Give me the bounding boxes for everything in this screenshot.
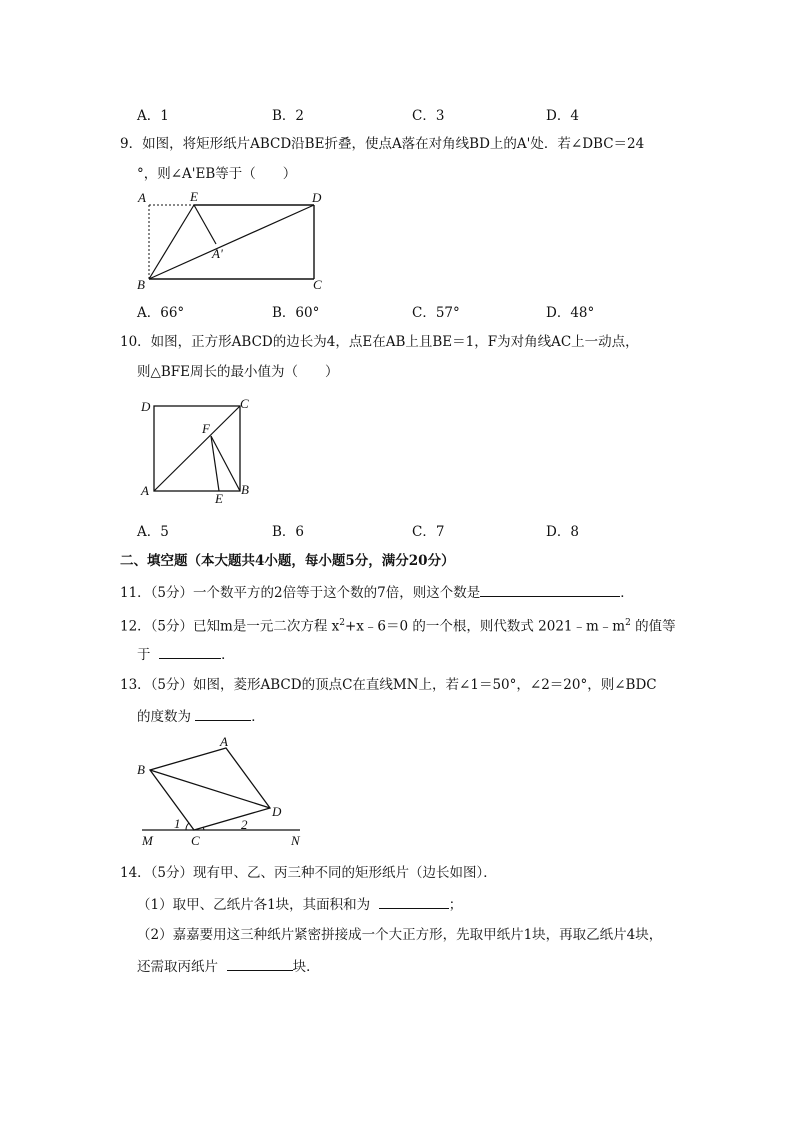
q14-stem-line1: 14．（5分）现有甲、乙、丙三种不同的矩形纸片（边长如图）． <box>120 865 497 881</box>
q10-option-d <box>546 520 579 540</box>
section-heading-fill-in: 二、填空题（本大题共4小题，每小题5分，满分20分） <box>120 553 455 569</box>
label-D: D <box>141 399 151 414</box>
q8-option-c <box>412 104 444 124</box>
option-letter: B． <box>272 524 296 540</box>
option-letter: A． <box>137 108 161 124</box>
option-letter: D． <box>546 108 571 124</box>
angle-1-arc <box>186 823 189 830</box>
q9-option-c <box>412 301 460 321</box>
option-text: 6 <box>295 524 305 540</box>
q11-end-mark: ． <box>620 585 634 601</box>
segment-EA-prime <box>194 205 216 244</box>
q13-end-mark: ． <box>251 709 265 725</box>
option-text: 7 <box>435 524 445 540</box>
option-text: 8 <box>570 524 579 540</box>
q8-option-b <box>272 104 304 124</box>
q8-option-a <box>137 104 169 124</box>
option-letter: C． <box>412 108 436 124</box>
q10-figure-square <box>136 394 256 506</box>
q9-option-a <box>137 301 184 321</box>
label-E: E <box>215 491 223 506</box>
option-text: 3 <box>435 108 445 124</box>
label-N: N <box>291 833 300 848</box>
q14-part2-line2 <box>137 956 320 977</box>
q12-text-mid: +x﹣6＝0 的一个根，则代数式 2021﹣m﹣m <box>344 618 626 635</box>
label-angle-2: 2 <box>241 817 248 832</box>
label-A: A <box>138 190 146 205</box>
q12-exponent-1: 2 <box>339 618 345 628</box>
q14-part2-text: 还需取丙纸片 <box>137 959 218 975</box>
q12-end-mark: ． <box>221 647 235 663</box>
q13-stem-line2 <box>137 706 265 727</box>
q12-text-post: 的值等 <box>630 618 676 635</box>
option-letter: A． <box>137 524 161 540</box>
label-C: C <box>191 833 200 848</box>
option-letter: C． <box>412 305 436 321</box>
q14-part1-answer-blank[interactable] <box>379 894 449 909</box>
fold-line-BE <box>149 205 194 279</box>
q13-line2-text: 的度数为 <box>137 709 191 725</box>
q10-option-a <box>137 520 169 540</box>
option-text: 1 <box>160 108 169 124</box>
option-letter: B． <box>272 305 296 321</box>
option-text: 4 <box>570 108 579 124</box>
option-text: 5 <box>160 524 169 540</box>
q10-option-b <box>272 520 304 540</box>
q12-stem-line2 <box>137 644 235 665</box>
q14-part1 <box>137 894 462 915</box>
option-letter: D． <box>546 305 571 321</box>
label-D: D <box>272 804 282 819</box>
q14-part2-answer-blank[interactable] <box>227 956 293 971</box>
option-letter: C． <box>412 524 436 540</box>
q12-text-pre: 12．（5分）已知m是一元二次方程 x <box>120 618 340 635</box>
label-B: B <box>137 762 145 777</box>
q13-figure-rhombus <box>134 734 314 850</box>
q13-answer-blank[interactable] <box>195 706 251 721</box>
diagonal-BD <box>150 770 270 808</box>
q14-part1-end-mark: ； <box>448 897 463 913</box>
diagonal-BD <box>149 205 314 279</box>
q11-stem <box>120 582 634 603</box>
option-letter: B． <box>272 108 296 124</box>
q9-figure-rectangle-fold <box>130 188 330 292</box>
q10-stem-line2: 则△BFE周长的最小值为（ ） <box>137 364 339 380</box>
q11-text: 11．（5分）一个数平方的2倍等于这个数的7倍，则这个数是 <box>120 585 481 601</box>
q12-answer-blank[interactable] <box>159 644 221 659</box>
option-text: 66° <box>160 305 185 321</box>
q12-exponent-2: 2 <box>625 618 631 628</box>
label-E: E <box>190 189 198 204</box>
label-F: F <box>202 421 210 436</box>
q12-line2-text: 于 <box>137 647 151 663</box>
option-text: 57° <box>435 305 460 321</box>
label-angle-1: 1 <box>174 816 181 831</box>
diagonal-AC <box>154 406 240 491</box>
option-text: 48° <box>570 305 595 321</box>
q9-stem-line1: 9．如图，将矩形纸片ABCD沿BE折叠，使点A落在对角线BD上的A'处．若∠DBC＝24 <box>120 136 645 152</box>
label-B: B <box>137 277 145 292</box>
q11-answer-blank[interactable] <box>480 582 620 597</box>
option-text: 60° <box>295 305 320 321</box>
label-C: C <box>240 396 249 411</box>
label-D: D <box>312 190 322 205</box>
label-A-prime: A' <box>212 246 223 261</box>
label-C: C <box>313 277 322 292</box>
q10-stem-line1: 10．如图，正方形ABCD的边长为4，点E在AB上且BE＝1，F为对角线AC上一动点， <box>120 334 639 350</box>
q12-stem-line1 <box>120 613 676 637</box>
q13-stem-line1: 13．（5分）如图，菱形ABCD的顶点C在直线MN上，若∠1＝50°，∠2＝20°，则∠BDC <box>120 677 657 693</box>
label-M: M <box>142 833 153 848</box>
option-letter: D． <box>546 524 571 540</box>
label-A: A <box>220 734 228 749</box>
q9-option-d <box>546 301 594 321</box>
label-B: B <box>241 482 249 497</box>
q14-part2: （2）嘉嘉要用这三种纸片紧密拼接成一个大正方形，先取甲纸片1块，再取乙纸片4块， <box>137 927 663 943</box>
q8-option-d <box>546 104 579 124</box>
option-text: 2 <box>295 108 305 124</box>
q14-part1-text: （1）取甲、乙纸片各1块，其面积和为 <box>137 897 371 913</box>
q9-stem-line2: °，则∠A'EB等于（ ） <box>137 166 297 182</box>
q14-part2-end-mark: 块． <box>292 959 320 975</box>
q9-option-b <box>272 301 319 321</box>
option-letter: A． <box>137 305 161 321</box>
label-A: A <box>141 483 149 498</box>
q10-option-c <box>412 520 444 540</box>
